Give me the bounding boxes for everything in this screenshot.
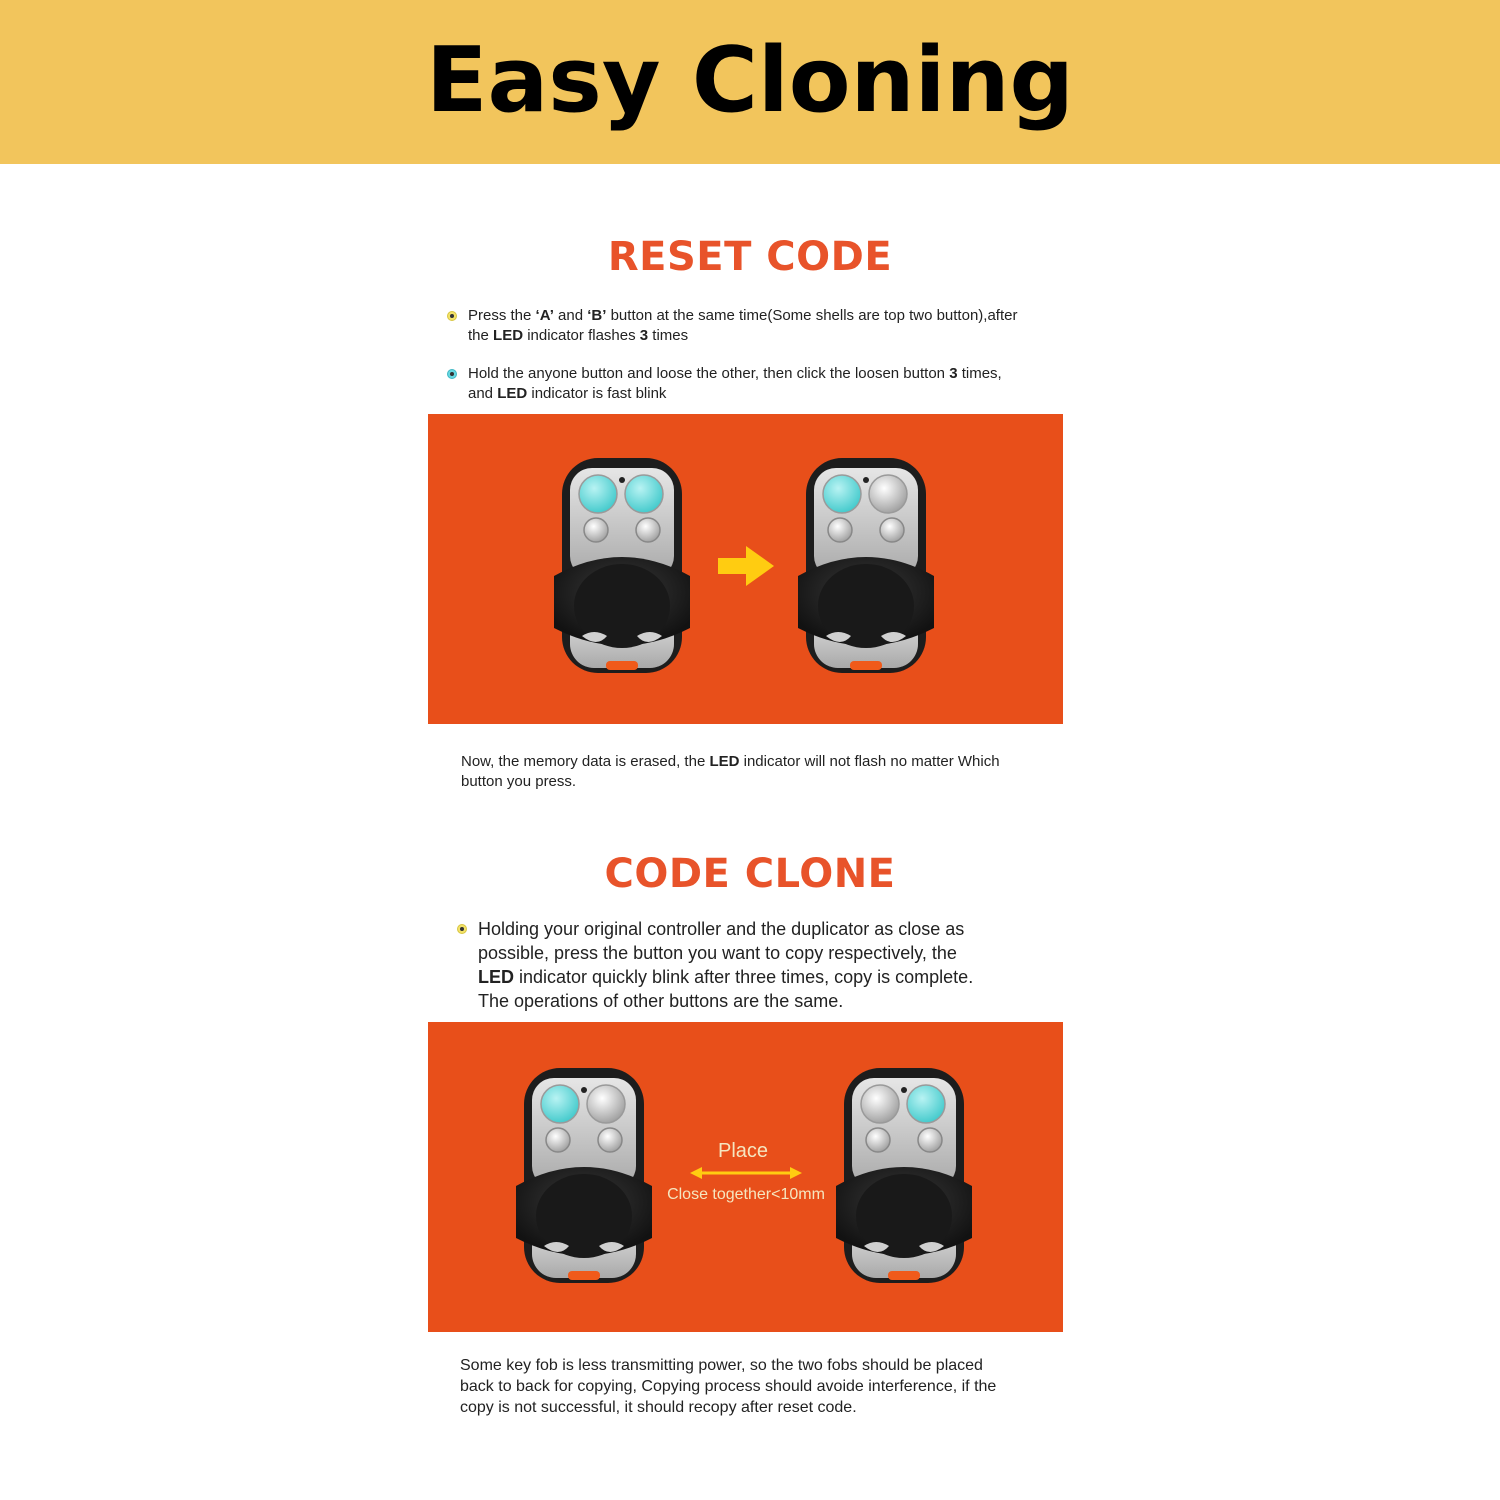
- bullet-dot-icon: [447, 311, 457, 321]
- distance-label: Close together<10mm: [667, 1186, 825, 1203]
- reset-step-1: Press the ‘A’ and ‘B’ button at the same time(Some shells are top two button),after the LED indicator flashes 3 times: [447, 306, 1067, 346]
- header-banner: [0, 0, 1500, 164]
- reset-result-text: Now, the memory data is erased, the LED indicator will not flash no matter Which button you press.: [461, 753, 1000, 790]
- remote-fob-icon: [554, 458, 690, 673]
- remote-fob-icon: [798, 458, 934, 673]
- bullet-dot-icon: [447, 369, 457, 379]
- clone-illustration-panel: [428, 1022, 1063, 1332]
- clone-note-text: Some key fob is less transmitting power, so the two fobs should be placed back to back for copying, Copying process should avoide interference, if the copy is not successful, it should recopy after reset code.: [460, 1357, 997, 1416]
- reset-step-2: Hold the anyone button and loose the other, then click the loosen button 3 times, and LED indicator is fast blink: [447, 364, 1067, 404]
- bullet-dot-icon: [457, 924, 467, 934]
- clone-step-1: Holding your original controller and the duplicator as close as possible, press the button you want to copy respectively, the LED indicator quickly blink after three times, copy is complete. The operations of other buttons are the same.: [457, 917, 1057, 1013]
- reset-code-title: RESET CODE: [607, 234, 893, 280]
- remote-fob-icon: [836, 1068, 972, 1283]
- arrow-right-icon: [718, 546, 774, 586]
- place-label: Place: [717, 1140, 769, 1162]
- remote-fob-icon: [516, 1068, 652, 1283]
- double-arrow-icon: [690, 1167, 802, 1179]
- page-title: Easy Cloning: [426, 27, 1074, 133]
- reset-illustration-panel: [428, 414, 1063, 724]
- code-clone-title: CODE CLONE: [604, 851, 896, 897]
